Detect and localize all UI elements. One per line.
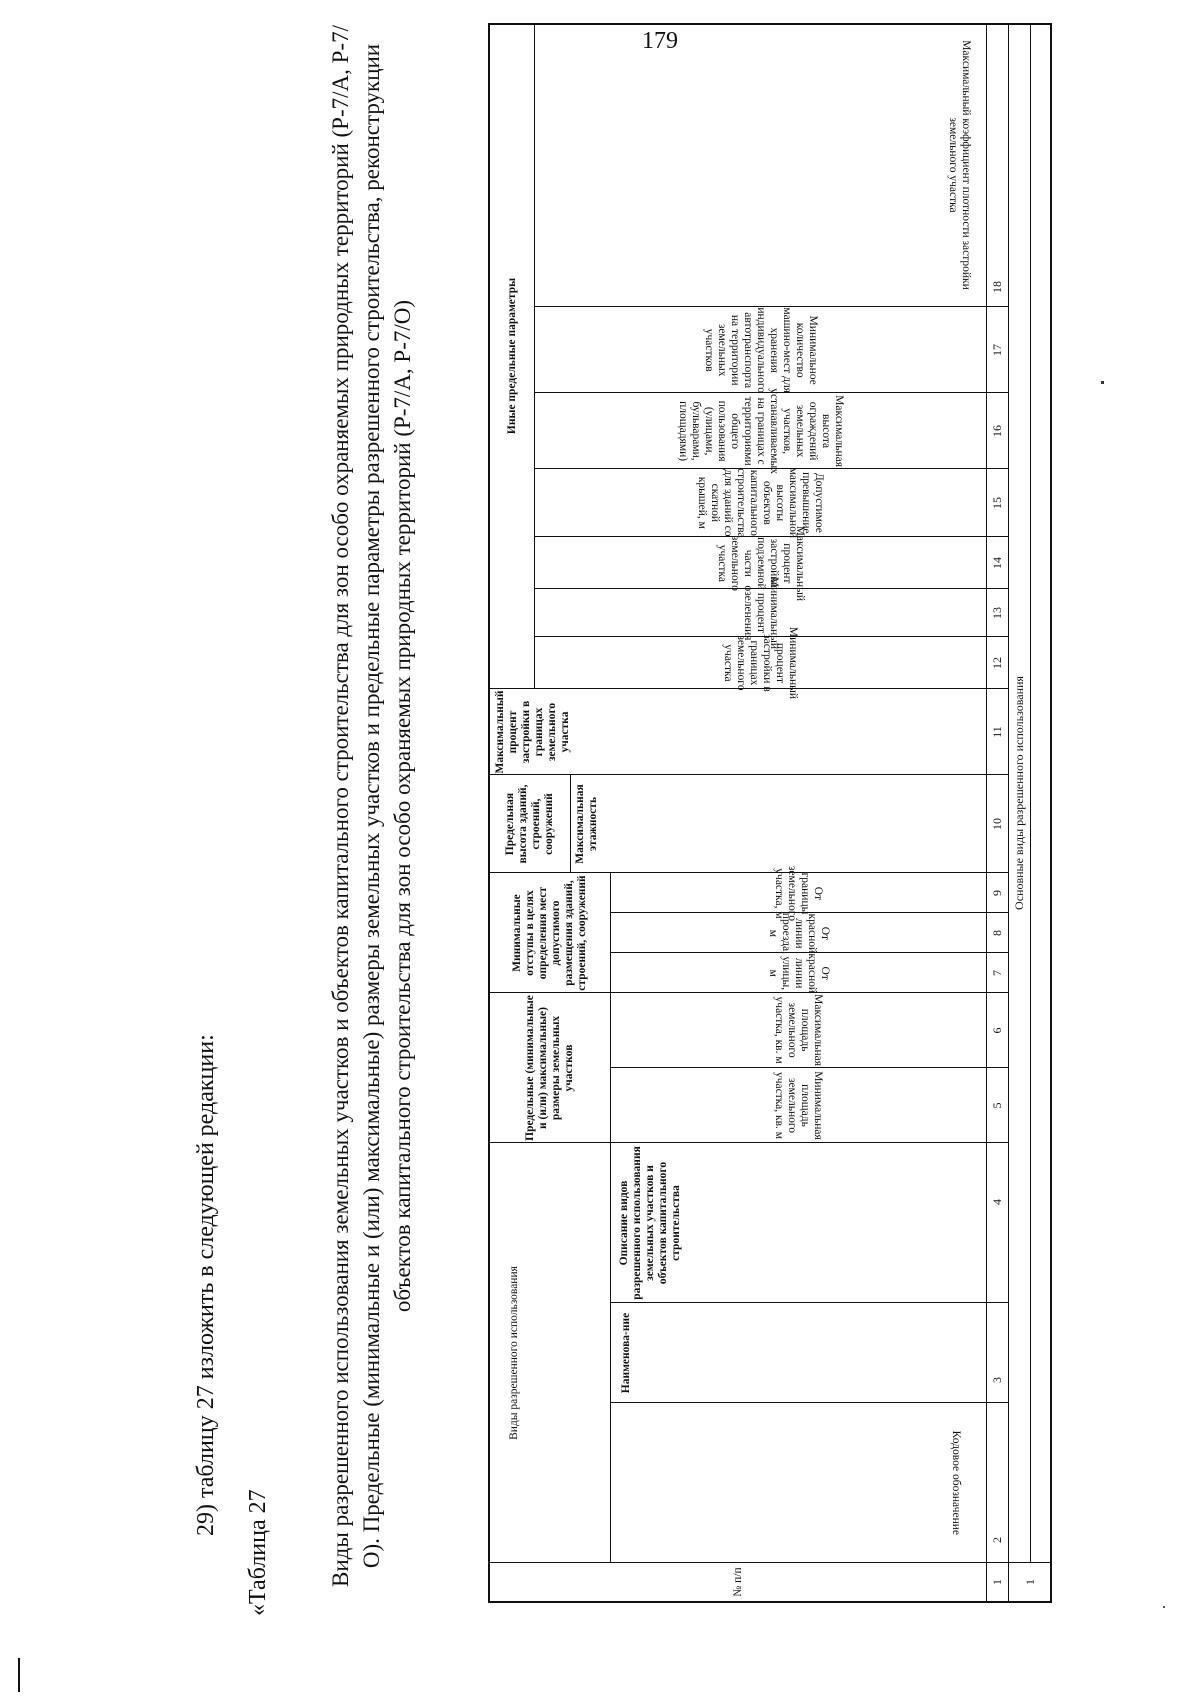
amendment-instruction: 29) таблицу 27 изложить в следующей редакции: <box>193 1034 219 1536</box>
table-title: Виды разрешенного использования земельных участков и объектов капитального строительства для зон особо охраняемых природных территорий (Р-7/А, Р-7/О). Предельные (минимальные и (или) максимальные) размеры земельных участков и предельные параметры разрешенного строительства, реконструкции объектов капитального строительства для зон особо охраняемых природных территорий (Р-7/А, Р-7/О) <box>328 25 415 1587</box>
header-min-area: Минимальная площадь земельного участка, кв. м <box>773 1071 824 1140</box>
header-vri-group: Виды разрешенного использования <box>508 1266 520 1440</box>
header-setback-group: Минимальные отступы в целях определения мест допустимого размещения зданий, строений, сооружений <box>511 875 588 991</box>
grid-line <box>490 1562 1052 1563</box>
colnum-2: 2 <box>989 1537 1004 1543</box>
grid-line <box>1008 23 1009 1601</box>
header-name: Наименова-ние <box>620 1312 632 1394</box>
colnum-11: 11 <box>989 726 1004 738</box>
colnum-9: 9 <box>989 890 1004 896</box>
grid-line <box>490 1142 1008 1143</box>
colnum-1: 1 <box>989 1579 1004 1585</box>
section-row-label: Основные виды разрешенного использования <box>1011 676 1026 910</box>
colnum-3: 3 <box>989 1377 1004 1383</box>
grid-line <box>986 23 987 1601</box>
scan-speck <box>1101 381 1104 384</box>
header-num: № п/п <box>731 1567 744 1597</box>
grid-line <box>610 1067 1008 1068</box>
page-number: 179 <box>642 28 678 54</box>
grid-line <box>610 952 1008 953</box>
grid-line <box>610 993 611 1563</box>
header-setback-street: От красной линии улицы, м <box>766 953 831 993</box>
header-height-group: Предельная высота зданий, строений, сооружений <box>504 784 555 864</box>
colnum-14: 14 <box>989 557 1004 569</box>
header-other-6: Минимальное количество машино-мест для хранения индивидуального автотранспорта на территории земельных участков <box>702 307 819 393</box>
colnum-13: 13 <box>989 607 1004 619</box>
grid-line <box>610 1302 1008 1303</box>
header-max-coverage: Максимальный процент застройки в границах земельного участка <box>494 690 571 774</box>
header-other-2: Минимальный процент озеленения <box>741 576 780 650</box>
grid-line <box>490 688 1008 689</box>
grid-line <box>570 775 571 873</box>
colnum-12: 12 <box>989 657 1004 669</box>
grid-line <box>534 392 1008 393</box>
header-other-3: Максимальный процент застройки подземной части земельного участка <box>715 525 806 601</box>
grid-line <box>610 1402 1008 1403</box>
table-reference: «Таблица 27 <box>245 1489 271 1616</box>
grid-line <box>610 873 611 993</box>
colnum-6: 6 <box>989 1027 1004 1034</box>
colnum-10: 10 <box>989 818 1004 830</box>
scan-edge-mark <box>18 1658 20 1692</box>
grid-line <box>534 468 1008 469</box>
header-other-5: Максимальная высота ограждений земельных участков, устанавливаемых на границах с территориями общего пользования (улицами, бульварами, площадями) <box>676 388 845 474</box>
header-description: Описание видов разрешенного использования земельных участков и объектов капитального строительства <box>618 1146 682 1300</box>
header-max-area: Максимальная площадь земельного участка, кв. м <box>773 994 824 1067</box>
header-code: Кодовое обозначение <box>950 1430 962 1536</box>
section-row-num: 1 <box>1022 1579 1037 1585</box>
grid-line <box>490 774 1008 775</box>
colnum-8: 8 <box>989 930 1004 936</box>
header-setback-drive: От красной линии проезда, м <box>766 912 831 954</box>
grid-line <box>534 23 535 689</box>
colnum-5: 5 <box>989 1102 1004 1109</box>
header-other-4: Допустимое превышение максимальной высоты объектов капитального строительства для зданий со скатной крышей, м <box>696 467 825 539</box>
grid-line <box>534 306 1008 307</box>
grid-line <box>610 912 1008 913</box>
header-other-group: Иные предельные параметры <box>505 277 518 435</box>
header-size-group: Предельные (минимальные и (или) максимальные) размеры земельных участков <box>524 995 575 1141</box>
grid-line <box>490 872 1008 873</box>
grid-line <box>534 588 1008 589</box>
grid-line <box>490 992 1008 993</box>
colnum-15: 15 <box>989 497 1004 509</box>
colnum-16: 16 <box>989 425 1004 437</box>
header-max-floors: Максимальная этажность <box>574 784 599 864</box>
header-setback-border: От границы земельного участка, м <box>773 865 824 921</box>
grid-line <box>534 636 1008 637</box>
header-other-7: Максимальный коэффициент плотности застройки земельного участка <box>947 40 972 290</box>
grid-line <box>1030 23 1031 1563</box>
header-other-1: Минимальный процент застройки в границах земельного участка <box>722 626 799 700</box>
colnum-18: 18 <box>989 281 1004 293</box>
colnum-7: 7 <box>989 970 1004 976</box>
scan-speck <box>1163 1606 1165 1608</box>
grid-line <box>534 536 1008 537</box>
colnum-4: 4 <box>989 1199 1004 1205</box>
parameters-table <box>488 23 1052 1603</box>
colnum-17: 17 <box>989 344 1004 356</box>
